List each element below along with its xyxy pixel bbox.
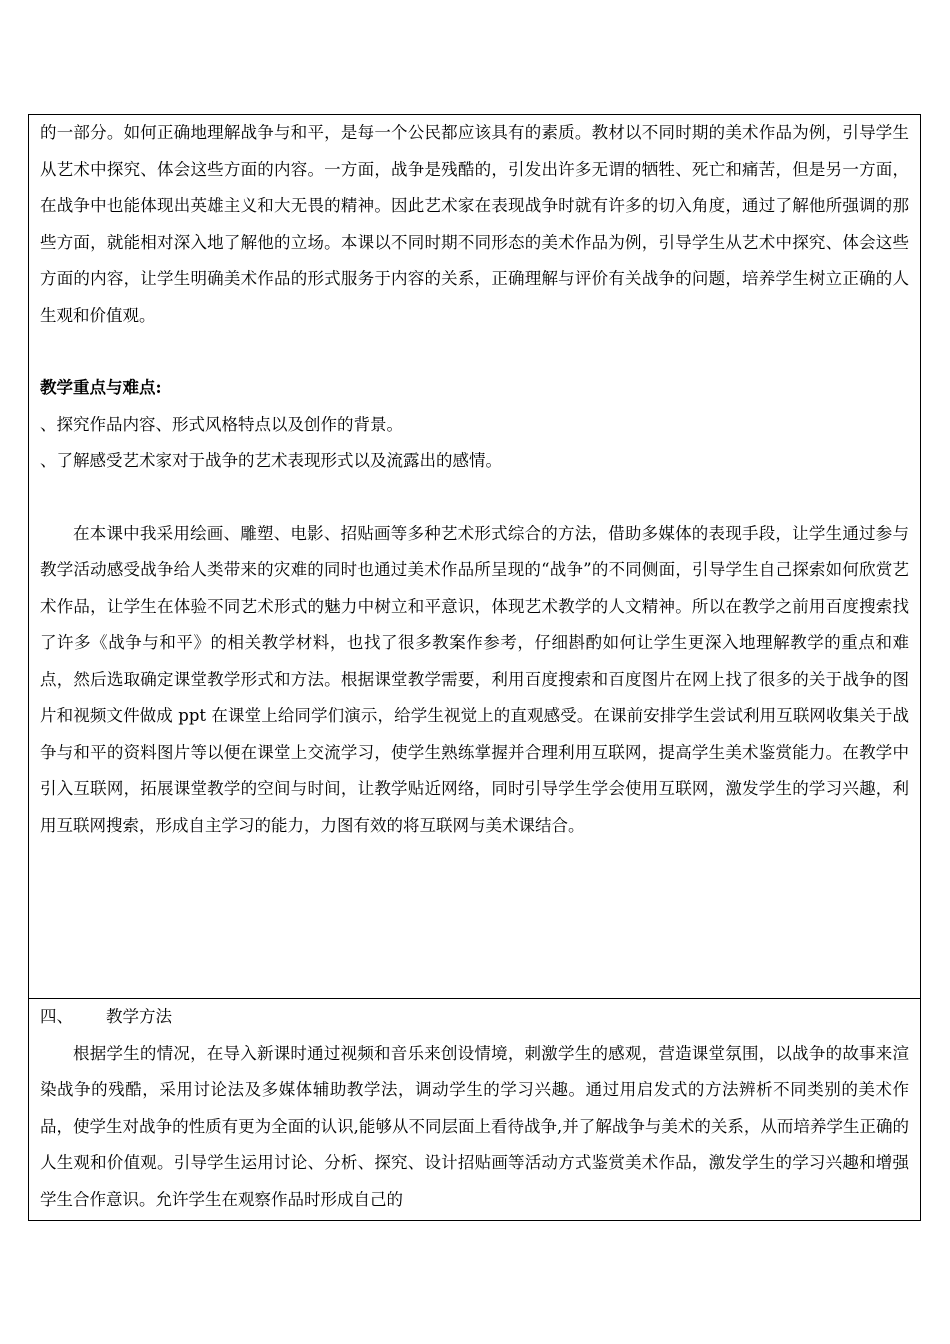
key-point-item: 、了解感受艺术家对于战争的艺术表现形式以及流露出的感情。 — [40, 451, 502, 470]
key-point-item: 、探究作品内容、形式风格特点以及创作的背景。 — [40, 414, 403, 434]
intro-paragraph: 的一部分。如何正确地理解战争与和平，是每一个公民都应该具有的素质。教材以不同时期的美术作品为例，引导学生从艺术中探究、体会这些方面的内容。一方面，战争是残酷的，引发出许多无谓的牺牲、死亡和痛苦，但是另一方面，在战争中也能体现出英雄主义和大无畏的精神。因此艺术家在表现战争时就有许多的切入角度，通过了解他所强调的那些方面，就能相对深入地了解他的立场。本课以不同时期不同形态的美术作品为例，引导学生从艺术中探究、体会这些方面的内容，让学生明确美术作品的形式服务于内容的关系，正确理解与评价有关战争的问题，培养学生树立正确的人生观和价值观。 — [40, 123, 909, 325]
key-points-heading: 教学重点与难点: — [40, 378, 162, 397]
analysis-cell — [29, 115, 920, 998]
section-heading — [40, 999, 909, 1036]
spacer — [40, 480, 909, 516]
teaching-method-cell — [29, 998, 920, 1220]
method-paragraph: 在本课中我采用绘画、雕塑、电影、招贴画等多种艺术形式综合的方法，借助多媒体的表现手段，让学生通过参与教学活动感受战争给人类带来的灾难的同时也通过美术作品所呈现的“战争”的不同侧面，引导学生自己探索如何欣赏艺术作品，让学生在体验不同艺术形式的魅力中树立和平意识，体现艺术教学的人文精神。所以在教学之前用百度搜索找了许多《战争与和平》的相关教学材料，也找了很多教案作参考，仔细斟酌如何让学生更深入地理解教学的重点和难点，然后选取确定课堂教学形式和方法。根据课堂教学需要，利用百度搜索和百度图片在网上找了很多的关于战争的图片和视频文件做成 ppt 在课堂上给同学们演示，给学生视觉上的直观感受。在课前安排学生尝试利用互联网收集关于战争与和平的资料图片等以便在课堂上交流学习，使学生熟练掌握并合理利用互联网，提高学生美术鉴赏能力。在教学中引入互联网，拓展课堂教学的空间与时间，让教学贴近网络，同时引导学生学会使用互联网，激发学生的学习兴趣，利用互联网搜索，形成自主学习的能力，力图有效的将互联网与美术课结合。 — [40, 523, 909, 835]
teaching-method-paragraph: 根据学生的情况，在导入新课时通过视频和音乐来创设情境，刺激学生的感观，营造课堂氛围，以战争的故事来渲染战争的残酷，采用讨论法及多媒体辅助教学法，调动学生的学习兴趣。通过用启发式的方法辨析不同类别的美术作品，使学生对战争的性质有更为全面的认识,能够从不同层面上看待战争,并了解战争与美术的关系，从而培养学生正确的人生观和价值观。引导学生运用讨论、分析、探究、设计招贴画等活动方式鉴赏美术作品，激发学生的学习兴趣和增强学生合作意识。允许学生在观察作品时形成自己的 — [40, 1043, 909, 1209]
lesson-plan-table — [28, 114, 921, 1221]
section-number: 四、 — [40, 1007, 73, 1026]
section-title: 教学方法 — [106, 1007, 172, 1026]
spacer — [40, 334, 909, 370]
